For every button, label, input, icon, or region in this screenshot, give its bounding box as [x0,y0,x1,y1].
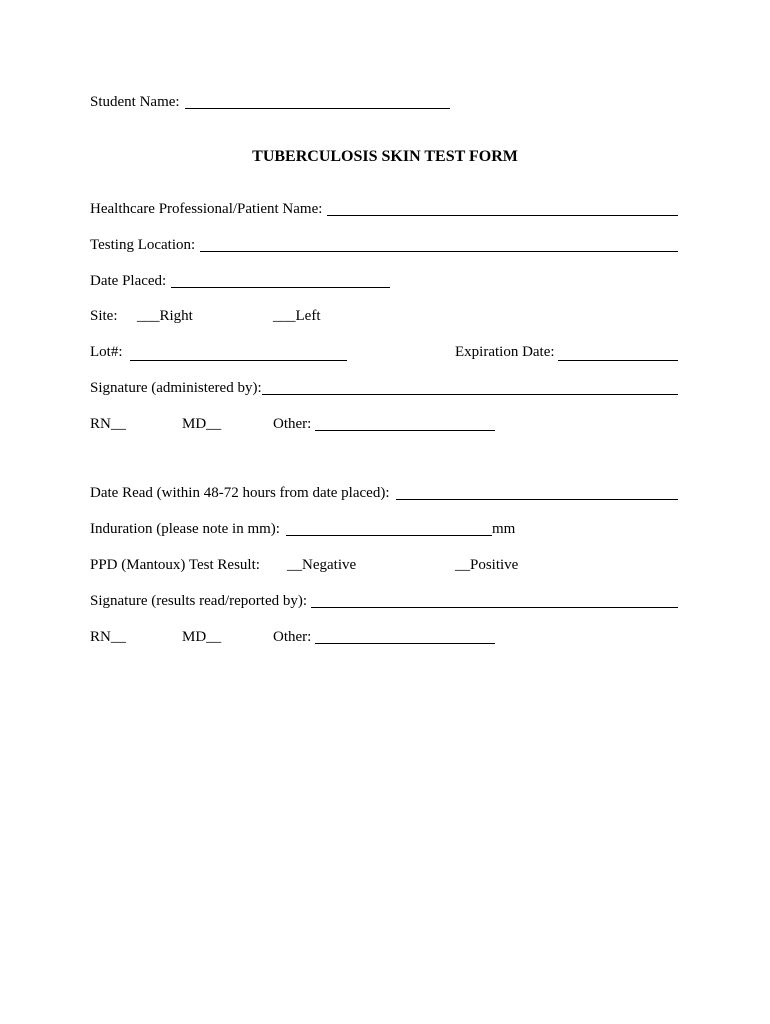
healthcare-name-field[interactable] [327,215,678,216]
healthcare-name-label: Healthcare Professional/Patient Name: [90,201,323,217]
other-results-group [273,627,495,647]
induration-field[interactable] [286,535,492,536]
other-label-results: Other: [273,629,312,645]
lot-number-field[interactable] [130,360,347,361]
site-label: Site: [90,308,118,324]
healthcare-name-row [90,199,678,219]
signature-administered-label: Signature (administered by): [90,380,262,396]
md-option-results[interactable]: MD__ [182,629,222,645]
other-field-results[interactable] [315,643,495,644]
credentials-administered-row [90,414,678,434]
site-left-option[interactable]: ___Left [273,308,321,324]
lot-expiration-row [90,342,678,362]
testing-location-field[interactable] [200,251,678,252]
date-read-row [90,483,678,503]
signature-results-field[interactable] [311,607,678,608]
date-read-field[interactable] [396,499,679,500]
expiration-date-field[interactable] [558,360,678,361]
induration-unit: mm [491,521,516,537]
other-admin-group [273,414,495,434]
expiration-date-label: Expiration Date: [455,344,555,360]
lot-number-label: Lot#: [90,344,123,360]
induration-row [90,519,678,539]
signature-administered-field[interactable] [262,394,678,395]
site-right-option[interactable]: ___Right [137,308,193,324]
signature-results-row [90,591,678,611]
signature-administered-row [90,378,678,398]
testing-location-row [90,235,678,255]
ppd-result-label: PPD (Mantoux) Test Result: [90,557,260,573]
student-name-row [90,92,678,112]
induration-label: Induration (please note in mm): [90,521,280,537]
ppd-positive-option[interactable]: __Positive [455,557,519,573]
testing-location-label: Testing Location: [90,237,196,253]
rn-option-admin[interactable]: RN__ [90,416,126,432]
other-field-admin[interactable] [315,430,495,431]
ppd-negative-option[interactable]: __Negative [287,557,357,573]
rn-option-results[interactable]: RN__ [90,629,126,645]
site-row [90,306,678,326]
other-label-admin: Other: [273,416,312,432]
student-name-label: Student Name: [90,94,180,110]
student-name-field[interactable] [185,108,450,109]
ppd-result-row [90,555,678,575]
md-option-admin[interactable]: MD__ [182,416,222,432]
date-read-label: Date Read (within 48-72 hours from date placed): [90,485,390,501]
date-placed-field[interactable] [171,287,390,288]
date-placed-row [90,271,678,291]
form-title: TUBERCULOSIS SKIN TEST FORM [252,148,518,165]
signature-results-label: Signature (results read/reported by): [90,593,308,609]
credentials-results-row [90,627,678,647]
date-placed-label: Date Placed: [90,273,167,289]
